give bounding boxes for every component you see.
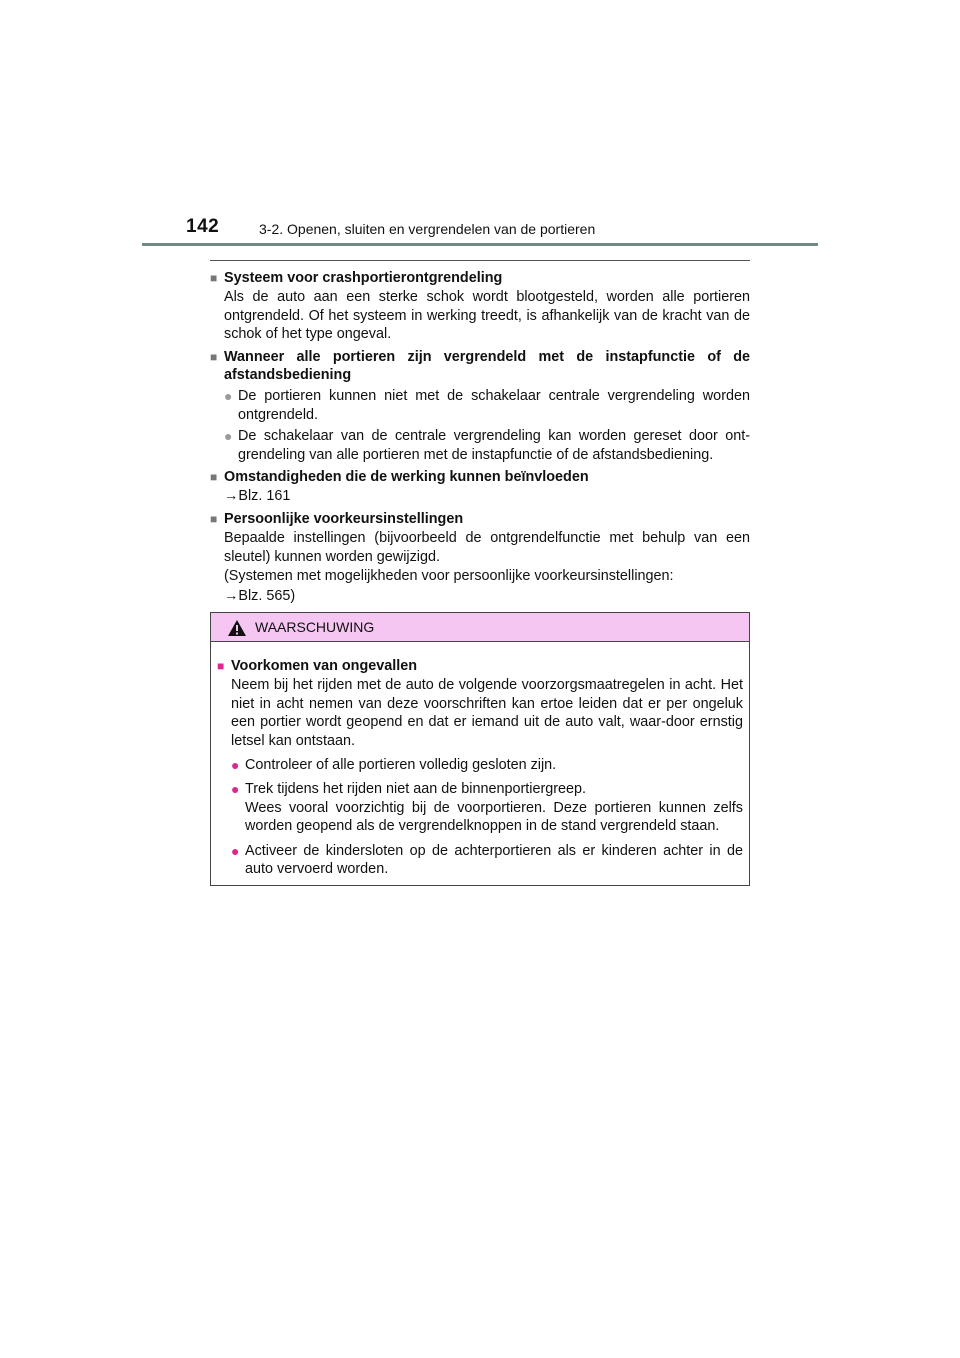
section-heading: ■ Systeem voor crashportierontgrendeling — [210, 270, 503, 286]
square-bullet-icon: ■ — [210, 349, 218, 364]
page-reference[interactable]: →Blz. 565) — [224, 587, 296, 604]
warning-body — [211, 642, 749, 878]
square-bullet-icon: ■ — [217, 659, 225, 673]
section-heading: ■ Persoonlijke voorkeursinstellingen — [210, 510, 464, 527]
warning-text: Neem bij het rijden met de auto de volgende voorzorgsmaatregelen in acht. Het niet in acht nemen van deze voorschriften kan ertoe leiden dat er per ongeluk een portier wordt geopend en dat er iemand uit de auto valt, waar-door ernstig letsel kan ontstaan. — [231, 677, 743, 749]
section-heading: ■ Wanneer alle portieren zijn vergrendeld met de instapfunctie of de afstandsbediening — [210, 348, 750, 384]
section-text: (Systemen met mogelijkheden voor persoonlijke voorkeursinstellingen: — [224, 568, 674, 585]
header-rule — [142, 243, 818, 246]
page-reference[interactable]: →Blz. 161 — [224, 488, 291, 505]
section-conditions — [210, 468, 750, 506]
arrow-right-icon: → — [224, 488, 239, 505]
section-crash-unlock — [210, 269, 750, 344]
warning-box — [210, 612, 750, 886]
dot-bullet-icon: ● — [224, 388, 233, 405]
page-header — [0, 0, 960, 250]
list-item: ● Trek tijdens het rijden niet aan de binnenportiergreep. Wees vooral voorzichtig bij de voorportieren. Deze portieren kunnen zelfs worden geopend als de vergrendelknoppen in de stand vergrendeld staan. — [231, 781, 743, 835]
list-item: ● De schakelaar van de centrale vergrendeling kan worden gereset door ont-grendeling van alle portieren met de instapfunctie of de afstandsbediening. — [224, 428, 750, 463]
warning-triangle-icon — [227, 619, 247, 637]
main-content — [210, 266, 750, 609]
dot-bullet-icon: ● — [224, 428, 233, 445]
section-text: Bepaalde instellingen (bijvoorbeeld de ontgrendelfunctie met behulp van een sleutel) kunnen worden gewijzigd. — [224, 530, 750, 565]
warning-title: WAARSCHUWING — [255, 619, 375, 635]
dot-bullet-icon: ● — [231, 842, 240, 859]
square-bullet-icon: ■ — [210, 511, 218, 526]
warning-header — [211, 613, 749, 642]
square-bullet-icon: ■ — [210, 271, 218, 285]
page-number: 142 — [186, 216, 220, 237]
warning-heading: ■ Voorkomen van ongevallen — [217, 658, 418, 674]
section-heading: ■ Omstandigheden die de werking kunnen beïnvloeden — [210, 469, 589, 486]
square-bullet-icon: ■ — [210, 470, 218, 485]
section-custom-settings — [210, 510, 750, 605]
list-item: ● Activeer de kindersloten op de achterportieren als er kinderen achter in de auto vervoerd worden. — [231, 842, 743, 878]
list-item: ● Controleer of alle portieren volledig gesloten zijn. — [231, 757, 557, 774]
dot-bullet-icon: ● — [231, 781, 240, 798]
section-text: Als de auto aan een sterke schok wordt blootgesteld, worden alle portieren ontgrendeld. Of het systeem in werking treedt, is afhankelijk van de kracht van de schok of het type ongeval. — [224, 289, 750, 343]
arrow-right-icon: → — [224, 587, 239, 604]
divider — [210, 260, 750, 261]
dot-bullet-icon: ● — [231, 757, 240, 774]
section-all-locked — [210, 348, 750, 464]
section-title: 3-2. Openen, sluiten en vergrendelen van de portieren — [259, 221, 596, 237]
list-item: ● De portieren kunnen niet met de schakelaar centrale vergrendeling worden ontgrendeld. — [224, 388, 750, 423]
